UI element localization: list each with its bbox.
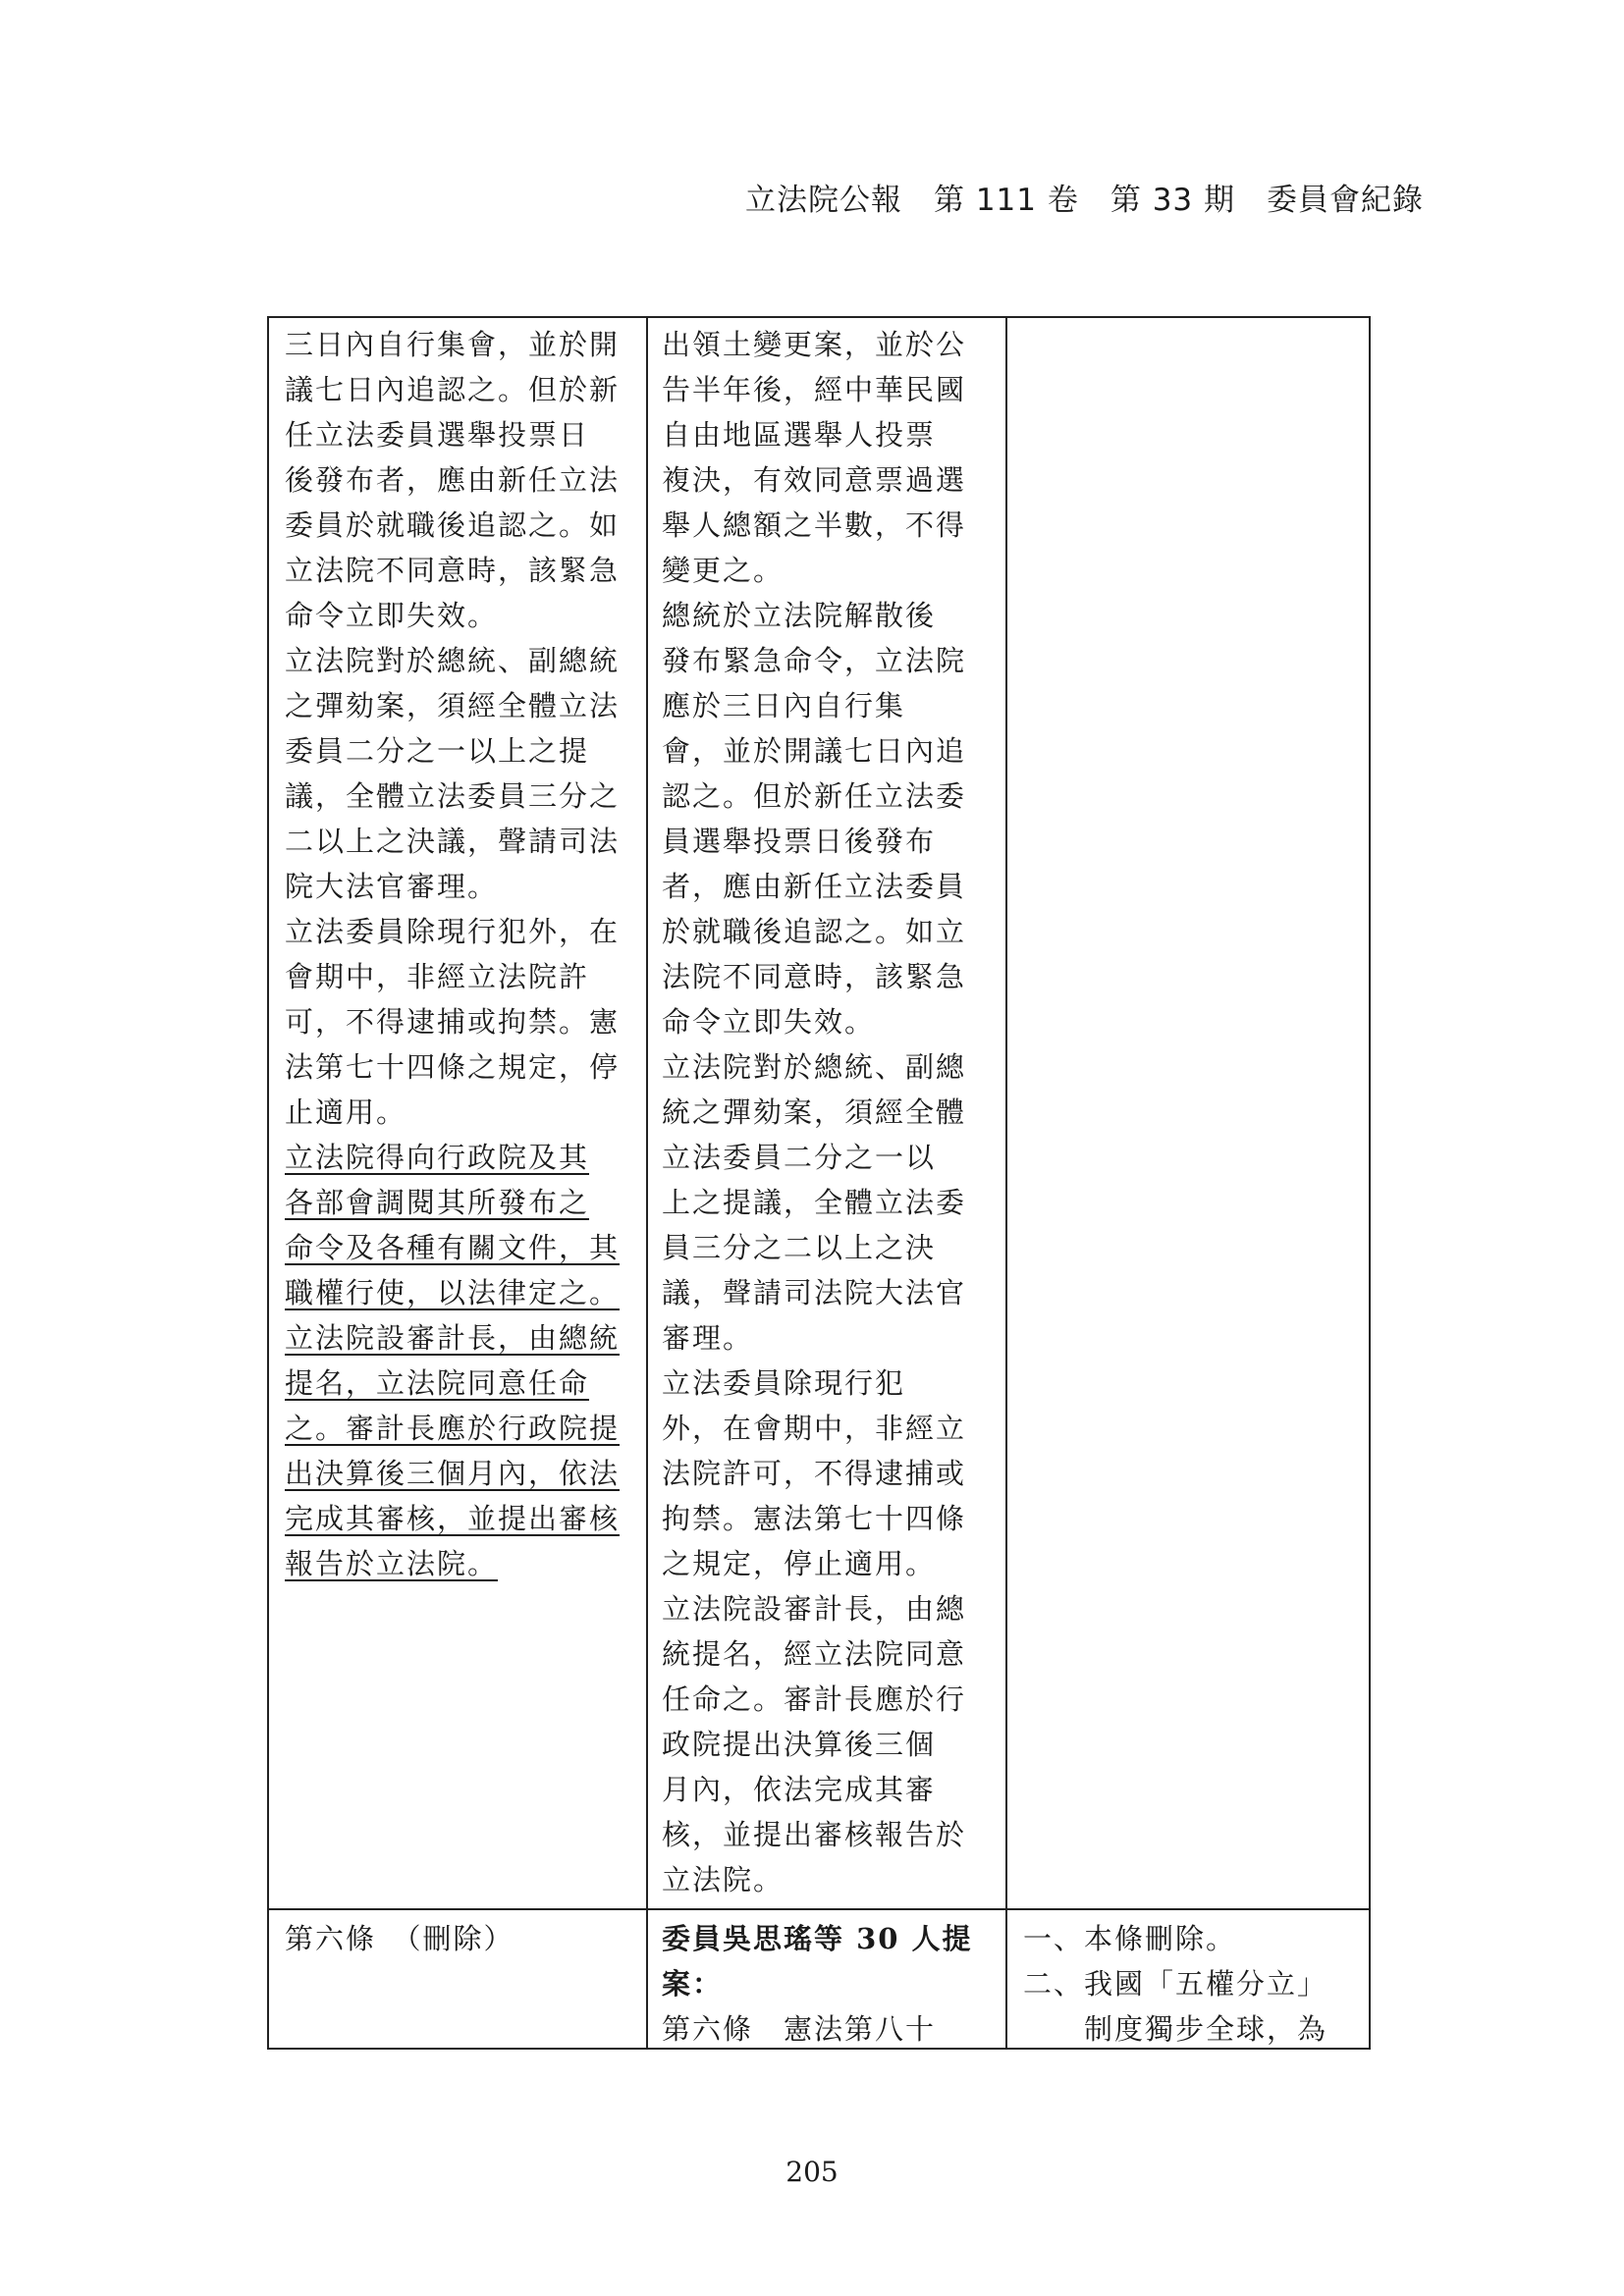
text-line: 統之彈劾案，須經全體: [662, 1095, 967, 1129]
text-line: 立法院對於總統、副總: [662, 1050, 967, 1084]
text-line: 法第七十四條之規定，停: [285, 1050, 621, 1084]
text-line: 議，全體立法委員三分之: [285, 779, 621, 813]
row2-explanation-cell: [1023, 1916, 1367, 2052]
text-line: 法院不同意時，該緊急: [662, 960, 967, 993]
column-divider-2: [1005, 318, 1007, 2048]
comparison-table: [267, 316, 1371, 2050]
text-line: 應於三日內自行集: [662, 689, 906, 722]
text-line: 者，應由新任立法委員: [662, 870, 967, 903]
row1-amended-text-cell: [285, 322, 638, 1586]
text-line: 告半年後，經中華民國: [662, 373, 967, 406]
text-line: 命令立即失效。: [662, 1005, 876, 1039]
text-line: 二以上之決議，聲請司法: [285, 825, 621, 858]
text-line: 三日內自行集會，並於開: [285, 328, 621, 361]
text-line: 之彈劾案，須經全體立法: [285, 689, 621, 722]
text-line: 後發布者，應由新任立法: [285, 463, 621, 497]
text-line: 立法院。: [662, 1863, 785, 1896]
text-line: 可，不得逮捕或拘禁。憲: [285, 1005, 621, 1039]
text-line: 變更之。: [662, 554, 785, 587]
text-line: 出決算後三個月內，依法: [285, 1457, 621, 1490]
text-line: 完成其審核，並提出審核: [285, 1502, 621, 1535]
text-line: 舉人總額之半數，不得: [662, 508, 967, 542]
text-line: 員三分之二以上之決: [662, 1231, 937, 1264]
text-line: 於就職後追認之。如立: [662, 915, 967, 948]
text-line: 總統於立法院解散後: [662, 599, 937, 632]
text-line: 之規定，停止適用。: [662, 1547, 937, 1580]
text-line: 委員於就職後追認之。如: [285, 508, 621, 542]
text-line: 統提名，經立法院同意: [662, 1637, 967, 1671]
text-line: 委員二分之一以上之提: [285, 734, 590, 768]
text-line: 報告於立法院。: [285, 1547, 499, 1580]
row1-current-text-cell: [662, 322, 1001, 1902]
text-line: 任立法委員選舉投票日: [285, 418, 590, 452]
text-line: 立法院對於總統、副總統: [285, 644, 621, 677]
text-line: 立法院不同意時，該緊急: [285, 554, 621, 587]
text-line: 複決，有效同意票過選: [662, 463, 967, 497]
text-line: 止適用。: [285, 1095, 407, 1129]
text-line: 命令及各種有關文件，其: [285, 1231, 621, 1264]
text-line: 案：: [662, 1967, 724, 2001]
text-line: 立法院設審計長，由總: [662, 1592, 967, 1626]
row2-proposal-cell: [662, 1916, 1001, 2052]
column-divider-1: [646, 318, 648, 2048]
text-line: 提名，立法院同意任命: [285, 1366, 590, 1400]
text-line: 月內，依法完成其審: [662, 1773, 937, 1806]
text-line: 二、我國「五權分立」: [1023, 1967, 1328, 2001]
text-line: 審理。: [662, 1321, 754, 1355]
text-line: 制度獨步全球，為: [1023, 2012, 1328, 2046]
text-line: 上之提議，全體立法委: [662, 1186, 967, 1219]
text-line: 核，並提出審核報告於: [662, 1818, 967, 1851]
text-line: 委員吳思瑤等 30 人提: [662, 1922, 973, 1955]
text-line: 政院提出決算後三個: [662, 1728, 937, 1761]
text-line: 立法院設審計長，由總統: [285, 1321, 621, 1355]
page-number: 205: [785, 2156, 839, 2188]
text-line: 立法委員二分之一以: [662, 1141, 937, 1174]
text-line: 認之。但於新任立法委: [662, 779, 967, 813]
text-line: 一、本條刪除。: [1023, 1922, 1237, 1955]
row2-article-cell: [285, 1916, 638, 1961]
text-line: 第六條 憲法第八十: [662, 2012, 937, 2046]
text-line: 第六條 （刪除）: [285, 1922, 514, 1955]
text-line: 立法院得向行政院及其: [285, 1141, 590, 1174]
text-line: 命令立即失效。: [285, 599, 499, 632]
text-line: 職權行使，以法律定之。: [285, 1276, 621, 1309]
text-line: 自由地區選舉人投票: [662, 418, 937, 452]
text-line: 員選舉投票日後發布: [662, 825, 937, 858]
text-line: 會期中，非經立法院許: [285, 960, 590, 993]
text-line: 發布緊急命令，立法院: [662, 644, 967, 677]
text-line: 立法委員除現行犯外，在: [285, 915, 621, 948]
text-line: 議，聲請司法院大法官: [662, 1276, 967, 1309]
text-line: 法院許可，不得逮捕或: [662, 1457, 967, 1490]
running-header: 立法院公報 第 111 卷 第 33 期 委員會紀錄: [744, 183, 1424, 218]
text-line: 任命之。審計長應於行: [662, 1682, 967, 1716]
text-line: 各部會調閱其所發布之: [285, 1186, 590, 1219]
text-line: 院大法官審理。: [285, 870, 499, 903]
text-line: 議七日內追認之。但於新: [285, 373, 621, 406]
text-line: 之。審計長應於行政院提: [285, 1412, 621, 1445]
row-divider: [269, 1908, 1369, 1910]
text-line: 外，在會期中，非經立: [662, 1412, 967, 1445]
text-line: 會，並於開議七日內追: [662, 734, 967, 768]
text-line: 出領土變更案，並於公: [662, 328, 967, 361]
text-line: 拘禁。憲法第七十四條: [662, 1502, 967, 1535]
text-line: 立法委員除現行犯: [662, 1366, 906, 1400]
